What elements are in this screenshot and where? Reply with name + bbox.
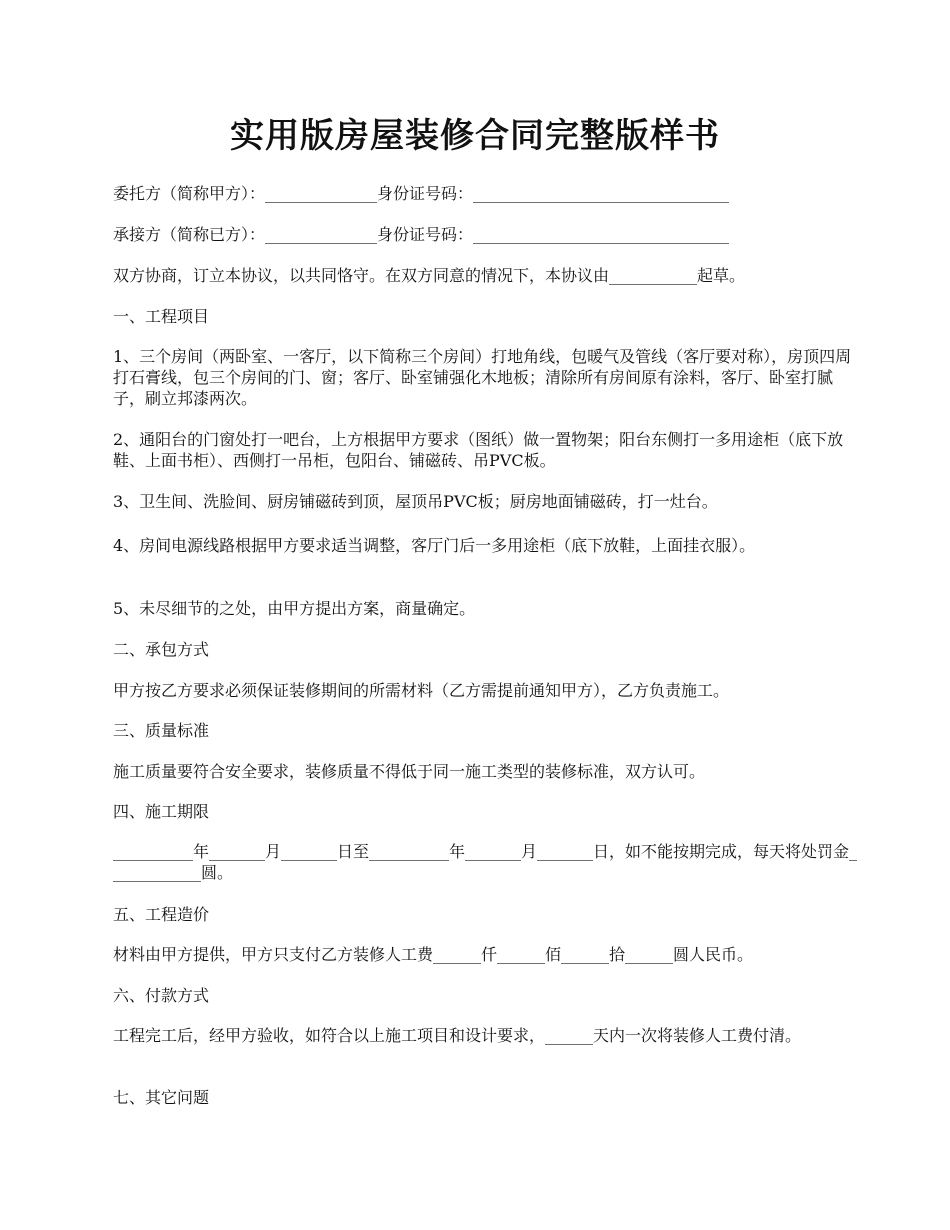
section-heading-quality: 三、质量标准	[113, 721, 210, 740]
project-item-1: 1、三个房间（两卧室、一客厅，以下简称三个房间）打地角线，包暖气及管线（客厅要对称），房顶四周打石膏线，包三个房间的门、窗；客厅、卧室铺强化木地板；清除所有房间原有涂料，客厅、卧室打腻子，刷立邦漆两次。	[113, 347, 852, 408]
project-item-3: 3、卫生间、洗脸间、厨房铺磁砖到顶，屋顶吊PVC板；厨房地面铺磁砖，打一灶台。	[113, 492, 718, 511]
quality-text: 施工质量要符合安全要求，装修质量不得低于同一施工类型的装修标准，双方认可。	[113, 762, 706, 781]
section-heading-cost: 五、工程造价	[113, 905, 210, 924]
section-heading-payment: 六、付款方式	[113, 986, 210, 1005]
payment-text: 工程完工后，经甲方验收，如符合以上施工项目和设计要求，______天内一次将装修人工费付清。	[113, 1026, 802, 1045]
contract-method-text: 甲方按乙方要求必须保证装修期间的所需材料（乙方需提前通知甲方），乙方负责施工。	[113, 681, 730, 700]
document-title: 实用版房屋装修合同完整版样书	[230, 116, 720, 156]
project-item-4: 4、房间电源线路根据甲方要求适当调整，客厅门后一多用途柜（底下放鞋，上面挂衣服）。	[113, 536, 756, 555]
section-heading-schedule: 四、施工期限	[113, 802, 210, 821]
cost-text: 材料由甲方提供，甲方只支付乙方装修人工费______仟______佰______拾______圆人民币。	[113, 945, 754, 964]
project-item-2: 2、通阳台的门窗处打一吧台，上方根据甲方要求（图纸）做一置物架；阳台东侧打一多用途柜（底下放鞋、上面书柜）、西侧打一吊柜，包阳台、铺磁砖、吊PVC板。	[113, 430, 844, 470]
project-item-5: 5、未尽细节的之处，由甲方提出方案，商量确定。	[113, 599, 476, 618]
party-b-line: 承接方（简称已方）：______________身份证号码：________________________________	[113, 225, 730, 244]
section-heading-contract-method: 二、承包方式	[113, 640, 210, 659]
party-a-line: 委托方（简称甲方）：______________身份证号码：________________________________	[113, 184, 730, 203]
section-heading-project: 一、工程项目	[113, 307, 210, 326]
schedule-text: __________年_______月_______日至__________年_______月_______日，如不能按期完成，每天将处罚金____________圆。	[113, 842, 858, 882]
agreement-intro: 双方协商，订立本协议，以共同恪守。在双方同意的情况下，本协议由___________起草。	[113, 266, 746, 285]
section-heading-other: 七、其它问题	[113, 1088, 210, 1107]
